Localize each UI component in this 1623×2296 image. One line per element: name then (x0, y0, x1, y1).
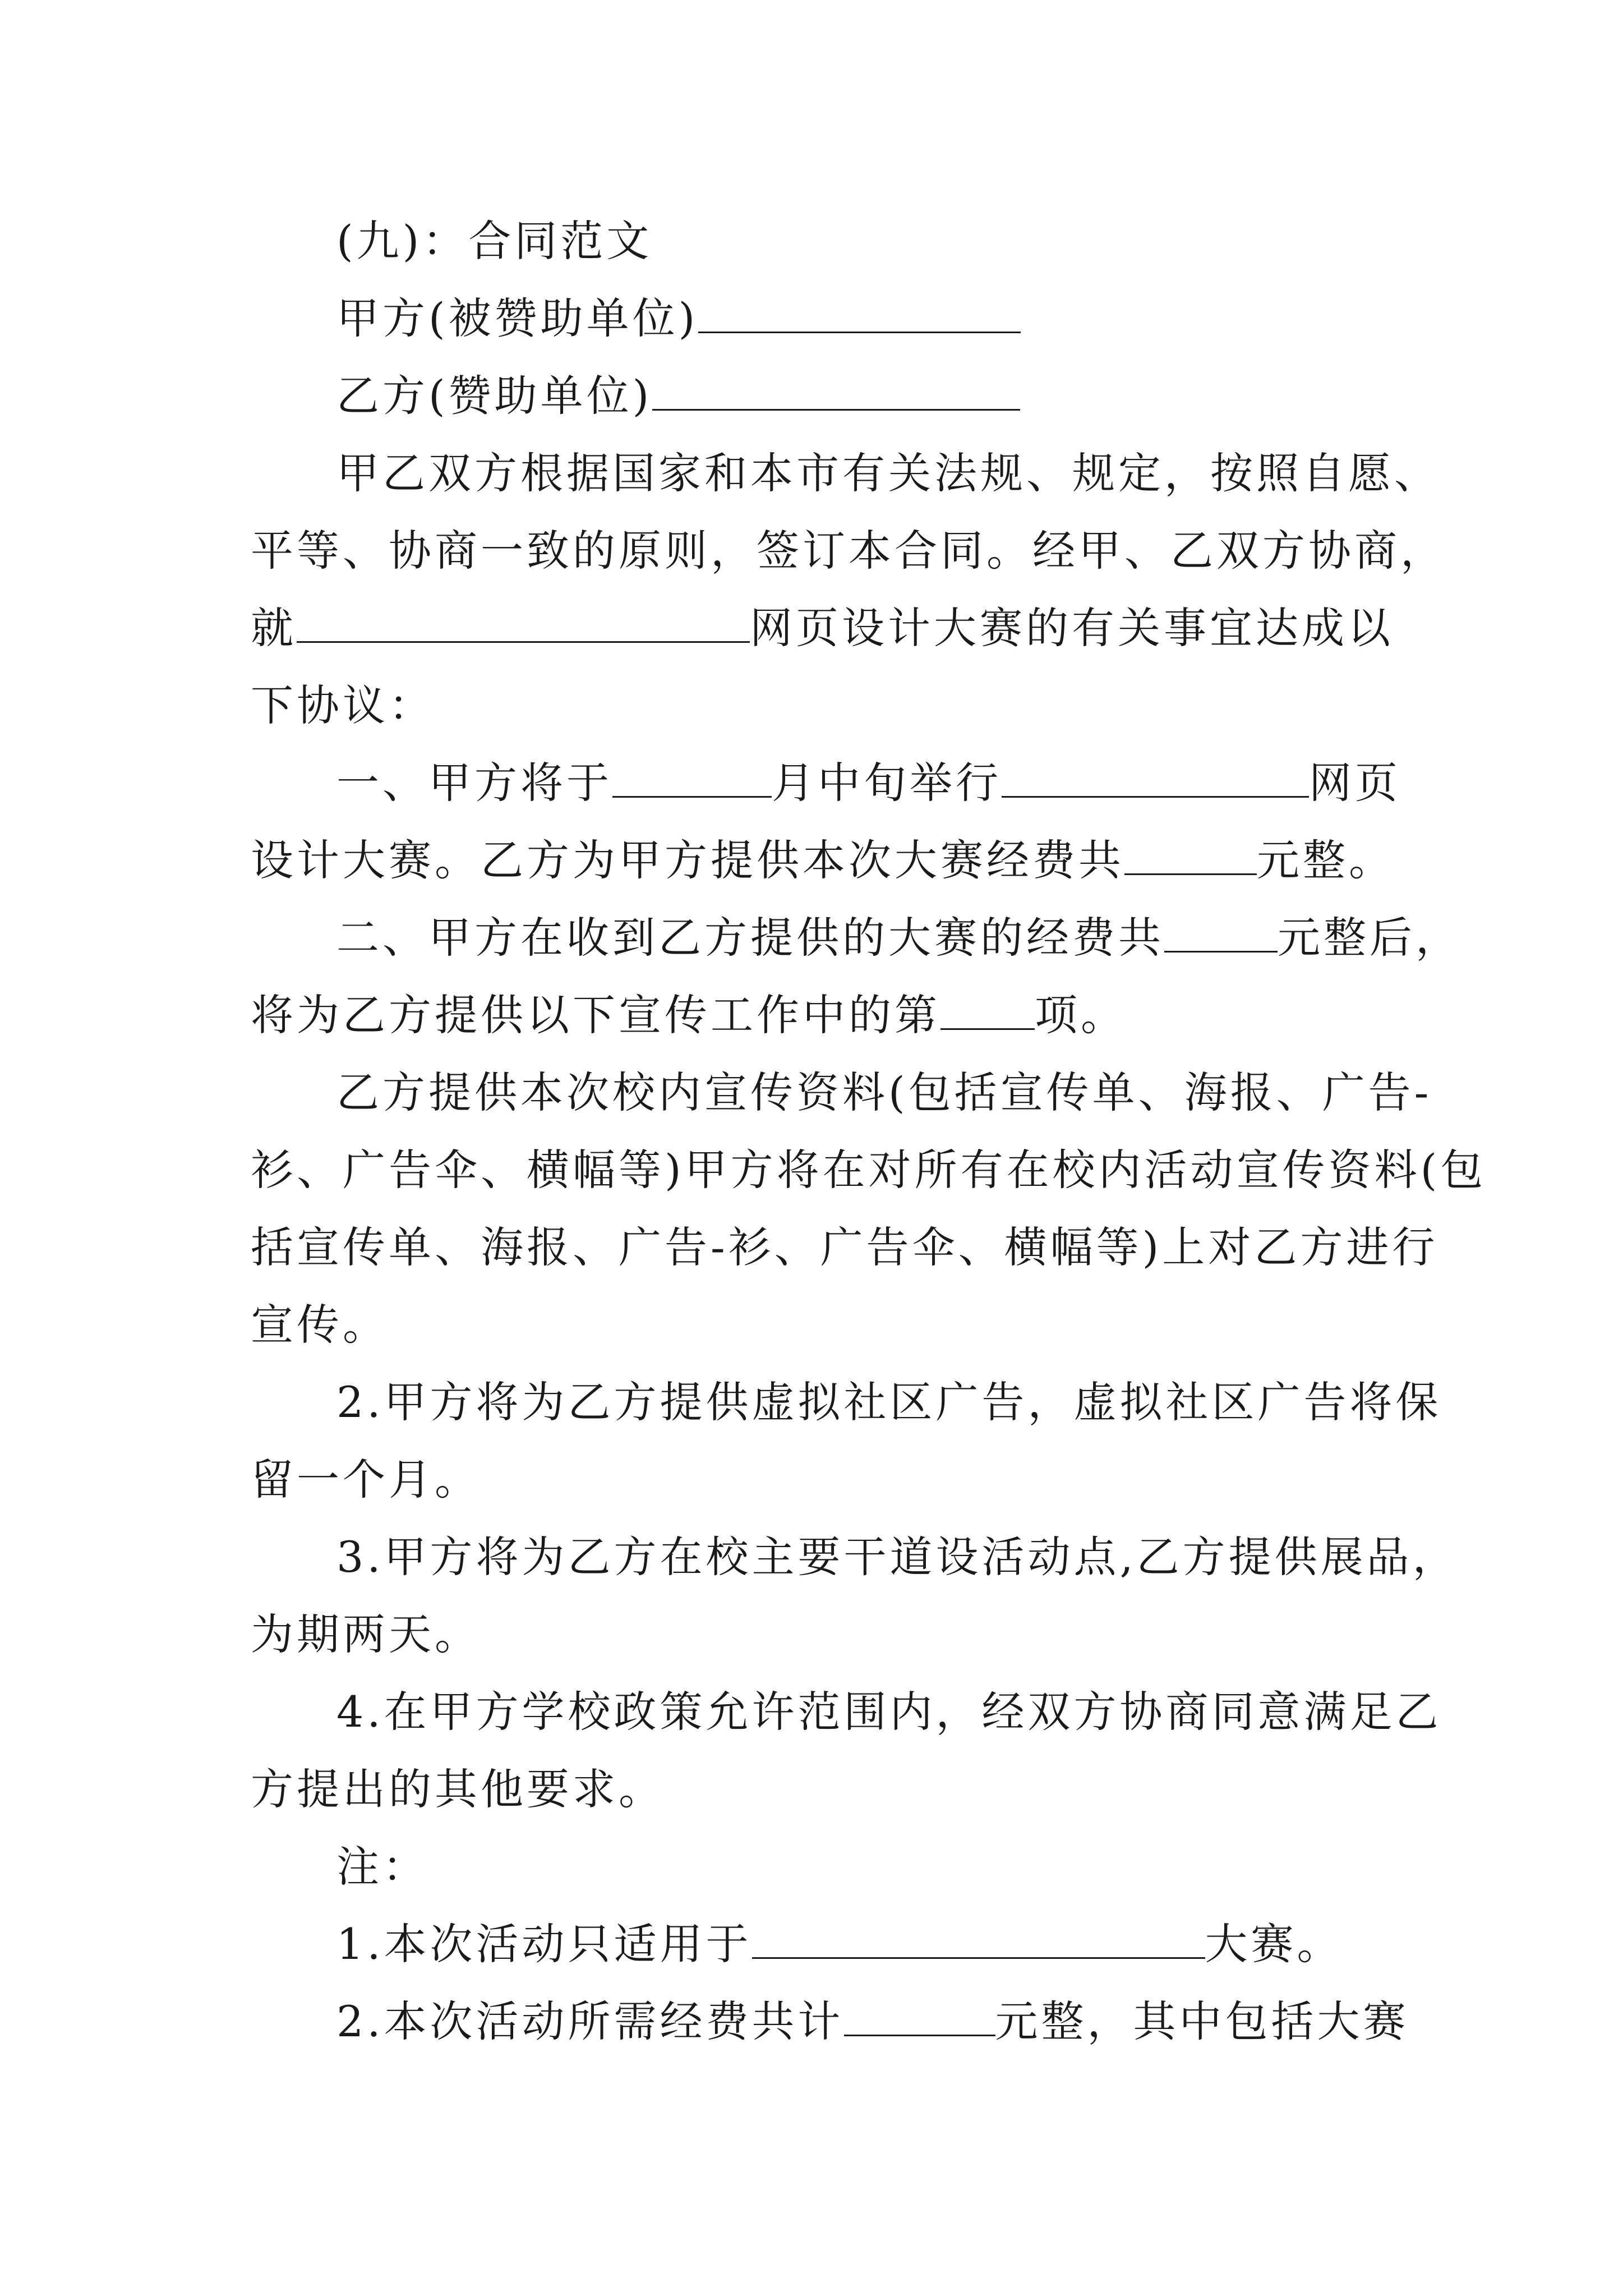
contest-blank (1002, 757, 1309, 798)
received-amount-blank (1164, 912, 1278, 953)
intro-line-2: 平等、协商一致的原则，签订本合同。经甲、乙双方协商， (251, 526, 1446, 576)
item-number-blank (940, 989, 1035, 1030)
note-1-line: 1.本次活动只适用于 大赛。 (336, 1919, 1343, 1969)
intro-line-4: 下协议： (251, 680, 435, 730)
funding-amount-blank (1124, 834, 1257, 875)
item-3-line-2: 为期两天。 (251, 1609, 481, 1659)
intro-line-3: 就 网页设计大赛的有关事宜达成以 (251, 603, 1394, 653)
party-a-blank (698, 292, 1021, 333)
note-2-line: 2.本次活动所需经费共计 元整，其中包括大赛 (336, 1996, 1409, 2046)
party-b-line: 乙方(赞助单位) (336, 368, 1384, 424)
party-b-blank (652, 370, 1020, 411)
month-blank (612, 757, 772, 798)
item-1-line-3: 括宣传单、海报、广告-衫、广告伞、横幅等)上对乙方进行 (251, 1222, 1438, 1272)
document-heading: (九)：合同范文 (336, 216, 653, 266)
clause-2-line-2: 将为乙方提供以下宣传工作中的第 项。 (251, 990, 1127, 1040)
clause-1-line-2: 设计大赛。乙方为甲方提供本次大赛经费共 元整。 (251, 835, 1395, 885)
contest-scope-blank (752, 1918, 1205, 1959)
item-3-line-1: 3.甲方将为乙方在校主要干道设活动点,乙方提供展品， (336, 1532, 1459, 1582)
party-a-line: 甲方(被赞助单位) (336, 291, 1384, 347)
item-1-line-1: 乙方提供本次校内宣传资料(包括宣传单、海报、广告- (336, 1068, 1432, 1117)
intro-line-1: 甲乙双方根据国家和本市有关法规、规定，按照自愿、 (336, 448, 1440, 498)
item-1-line-2: 衫、广告伞、横幅等)甲方将在对所有在校内活动宣传资料(包 (251, 1145, 1487, 1195)
item-2-line-2: 留一个月。 (251, 1455, 481, 1504)
item-1-line-4: 宣传。 (251, 1300, 389, 1350)
contest-name-blank (297, 602, 750, 643)
clause-1-line-1: 一、甲方将于 月中旬举行 网页 (336, 758, 1401, 808)
total-funding-blank (844, 1995, 995, 2036)
note-label: 注： (336, 1842, 428, 1892)
item-4-line-2: 方提出的其他要求。 (251, 1764, 665, 1814)
item-2-line-1: 2.甲方将为乙方提供虚拟社区广告，虚拟社区广告将保 (336, 1377, 1442, 1427)
clause-2-line-1: 二、甲方在收到乙方提供的大赛的经费共 元整后， (336, 913, 1461, 963)
item-4-line-1: 4.在甲方学校政策允许范围内，经双方协商同意满足乙 (336, 1687, 1442, 1737)
